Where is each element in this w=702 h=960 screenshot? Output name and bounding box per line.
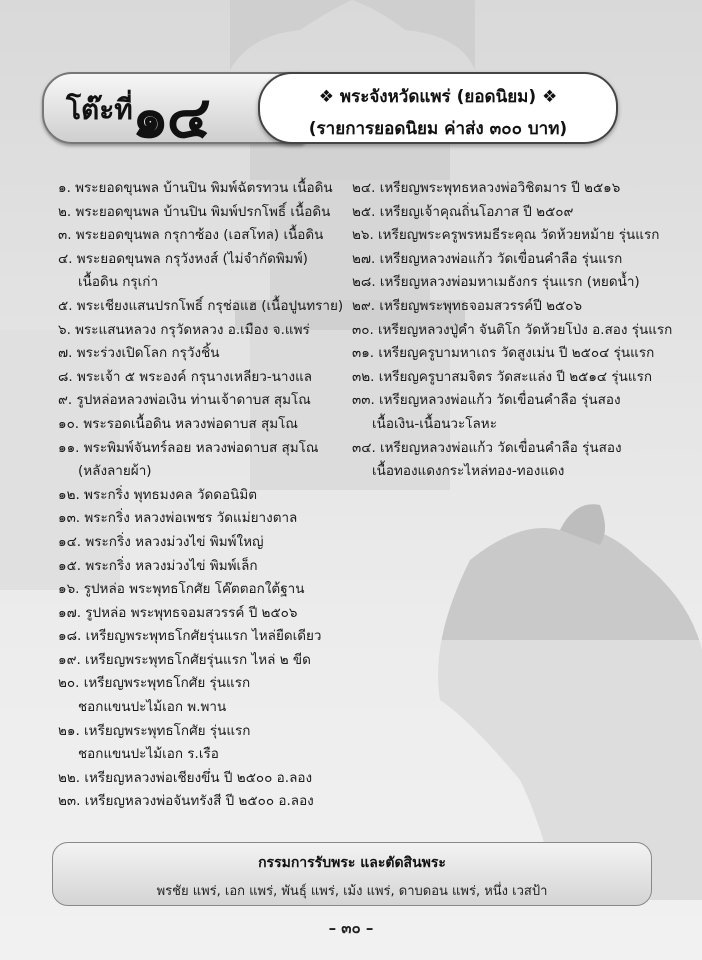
- list-item-text: ๑๓. พระกริ่ง หลวงพ่อเพชร วัดแม่ยางตาล: [58, 510, 298, 527]
- list-item-text: ๘. พระเจ้า ๕ พระองค์ กรุนางเหลียว-นางแล: [58, 368, 313, 385]
- left-item-list: [58, 177, 348, 814]
- list-item-text: ๑. พระยอดขุนพล บ้านปิน พิมพ์ฉัตรทวน เนื้อดิน: [58, 180, 333, 196]
- list-item: [58, 578, 348, 602]
- list-item-text: ๑๑. พระพิมพ์จันทร์ลอย หลวงพ่อดาบส สุมโณ: [58, 439, 319, 456]
- list-item-text: ๒๕. เหรียญเจ้าคุณถิ่นโอภาส ปี ๒๕๐๙: [352, 203, 574, 220]
- list-item: [58, 720, 348, 767]
- list-item-continuation: ชอกแขนปะไม้เอก พ.พาน: [78, 699, 227, 716]
- list-item: [58, 507, 348, 531]
- list-item-text: ๑๕. พระกริ่ง หลวงม่วงไข่ พิมพ์เล็ก: [58, 557, 258, 574]
- list-item: [58, 413, 348, 437]
- list-item-text: ๒๐. เหรียญพระพุทธโกศัย รุ่นแรก: [58, 675, 251, 692]
- list-item: [58, 437, 348, 484]
- list-item-text: ๒๘. เหรียญหลวงพ่อมหาเมธังกร รุ่นแรก (หยดน้ำ): [352, 274, 640, 291]
- list-item-text: ๓๔. เหรียญหลวงพ่อแก้ว วัดเขื่อนคำลือ รุ่นสอง: [352, 439, 622, 456]
- list-item: [352, 177, 672, 201]
- list-item: [58, 555, 348, 579]
- list-item-text: ๒๓. เหรียญหลวงพ่อจันทรังสี ปี ๒๕๐๐ อ.ลอง: [58, 793, 314, 810]
- list-item-text: ๒. พระยอดขุนพล บ้านปิน พิมพ์ปรกโพธิ์ เนื้อดิน: [58, 203, 331, 220]
- title-box: [258, 72, 618, 144]
- list-item: [58, 224, 348, 248]
- list-item: [352, 437, 672, 484]
- list-item: [352, 271, 672, 295]
- page-number: – ๓๐ –: [328, 919, 374, 937]
- list-item-continuation: (หลังลายผ้า): [78, 463, 152, 480]
- list-item: [58, 531, 348, 555]
- list-item-continuation: ชอกแขนปะไม้เอก ร.เรือ: [78, 746, 219, 763]
- list-item-text: ๑๒. พระกริ่ง พุทธมงคล วัดดอนิมิต: [58, 486, 257, 503]
- list-item-text: ๒๔. เหรียญพระพุทธหลวงพ่อวิชิตมาร ปี ๒๕๑๖: [352, 180, 621, 196]
- list-item-text: ๓๐. เหรียญหลวงปู่คำ จันติโก วัดห้วยโป่ง อ.สอง รุ่นแรก: [352, 321, 673, 338]
- list-item: [352, 342, 672, 366]
- list-item: [58, 625, 348, 649]
- right-item-list: [352, 177, 672, 484]
- list-item: [58, 319, 348, 343]
- list-item-text: ๑๗. รูปหล่อ พระพุทธจอมสวรรค์ ปี ๒๕๐๖: [58, 604, 298, 621]
- list-item: [58, 484, 348, 508]
- list-item-text: ๑๖. รูปหล่อ พระพุทธโกศัย โค๊ตตอกใต้ฐาน: [58, 581, 305, 598]
- list-item-continuation: เนื้อเงิน-เนื้อนวะโลหะ: [372, 415, 497, 432]
- list-item: [58, 672, 348, 719]
- list-item: [58, 201, 348, 225]
- list-item: [352, 224, 672, 248]
- list-item: [58, 342, 348, 366]
- list-item-text: ๒๗. เหรียญหลวงพ่อแก้ว วัดเขื่อนคำลือ รุ่นแรก: [352, 250, 623, 267]
- list-item: [352, 389, 672, 436]
- list-item: [58, 366, 348, 390]
- list-item-text: ๔. พระยอดขุนพล กรุวังหงส์ (ไม่จำกัดพิมพ์): [58, 250, 308, 267]
- list-item: [58, 389, 348, 413]
- list-item-text: ๙. รูปหล่อหลวงพ่อเงิน ท่านเจ้าดาบส สุมโณ: [58, 392, 311, 409]
- list-item-continuation: เนื้อดิน กรุเก่า: [78, 274, 159, 291]
- list-item: [58, 177, 348, 201]
- list-item-text: ๓๒. เหรียญครูบาสมจิตร วัดสะแล่ง ปี ๒๕๑๔ รุ่นแรก: [352, 368, 653, 385]
- list-item-text: ๑๘. เหรียญพระพุทธโกศัยรุ่นแรก ไหล่ยืดเดียว: [58, 628, 322, 645]
- list-item-text: ๕. พระเชียงแสนปรกโพธิ์ กรุช่อแฮ (เนื้อปูนทราย): [58, 297, 344, 314]
- list-item: [58, 295, 348, 319]
- committee-box: [52, 842, 652, 906]
- title-subheading: (รายการยอดนิยม ค่าส่ง ๓๐๐ บาท): [308, 119, 568, 139]
- list-item-text: ๓๓. เหรียญหลวงพ่อแก้ว วัดเขื่อนคำลือ รุ่นสอง: [352, 392, 621, 409]
- list-item: [58, 767, 348, 791]
- list-item-text: ๖. พระแสนหลวง กรุวัดหลวง อ.เมือง จ.แพร่: [58, 321, 310, 338]
- list-item-text: ๒๑. เหรียญพระพุทธโกศัย รุ่นแรก: [58, 722, 251, 739]
- list-item: [58, 649, 348, 673]
- list-item-continuation: เนื้อทองแดงกระไหล่ทอง-ทองแดง: [372, 463, 565, 480]
- list-item: [58, 790, 348, 814]
- table-number: ๑๔: [132, 83, 209, 151]
- list-item-text: ๓๑. เหรียญครูบามหาเถร วัดสูงเม่น ปี ๒๕๐๔ รุ่นแรก: [352, 345, 655, 362]
- table-label: โต๊ะที่: [66, 93, 133, 126]
- list-item-text: ๒๖. เหรียญพระครูพรหมธีระคุณ วัดห้วยหม้าย รุ่นแรก: [352, 227, 660, 244]
- list-item-text: ๒๙. เหรียญพระพุทธจอมสวรรค์ปี ๒๕๐๖: [352, 297, 583, 314]
- list-item: [352, 366, 672, 390]
- list-item: [58, 248, 348, 295]
- list-item-text: ๑๐. พระรอดเนื้อดิน หลวงพ่อดาบส สุมโณ: [58, 415, 298, 432]
- list-item-text: ๗. พระร่วงเปิดโลก กรุวังชิ้น: [58, 345, 220, 362]
- committee-title: กรรมการรับพระ และตัดสินพระ: [258, 855, 446, 871]
- list-item-text: ๑๔. พระกริ่ง หลวงม่วงไข่ พิมพ์ใหญ่: [58, 533, 264, 550]
- list-item: [352, 295, 672, 319]
- list-item: [352, 319, 672, 343]
- list-item: [352, 201, 672, 225]
- list-item: [352, 248, 672, 272]
- title-heading: ❖ พระจังหวัดแพร่ (ยอดนิยม) ❖: [318, 87, 558, 107]
- committee-names: พรชัย แพร่, เอก แพร่, พันธุ์ แพร่, เม้ง แพร่, ดาบดอน แพร่, หนึ่ง เวสป้า: [156, 884, 548, 899]
- list-item-text: ๑๙. เหรียญพระพุทธโกศัยรุ่นแรก ไหล่ ๒ ขีด: [58, 651, 311, 668]
- list-item: [58, 602, 348, 626]
- list-item-text: ๓. พระยอดขุนพล กรุกาซ้อง (เอสโทล) เนื้อดิน: [58, 227, 324, 244]
- list-item-text: ๒๒. เหรียญหลวงพ่อเชียงขึ่น ปี ๒๕๐๐ อ.ลอง: [58, 769, 313, 786]
